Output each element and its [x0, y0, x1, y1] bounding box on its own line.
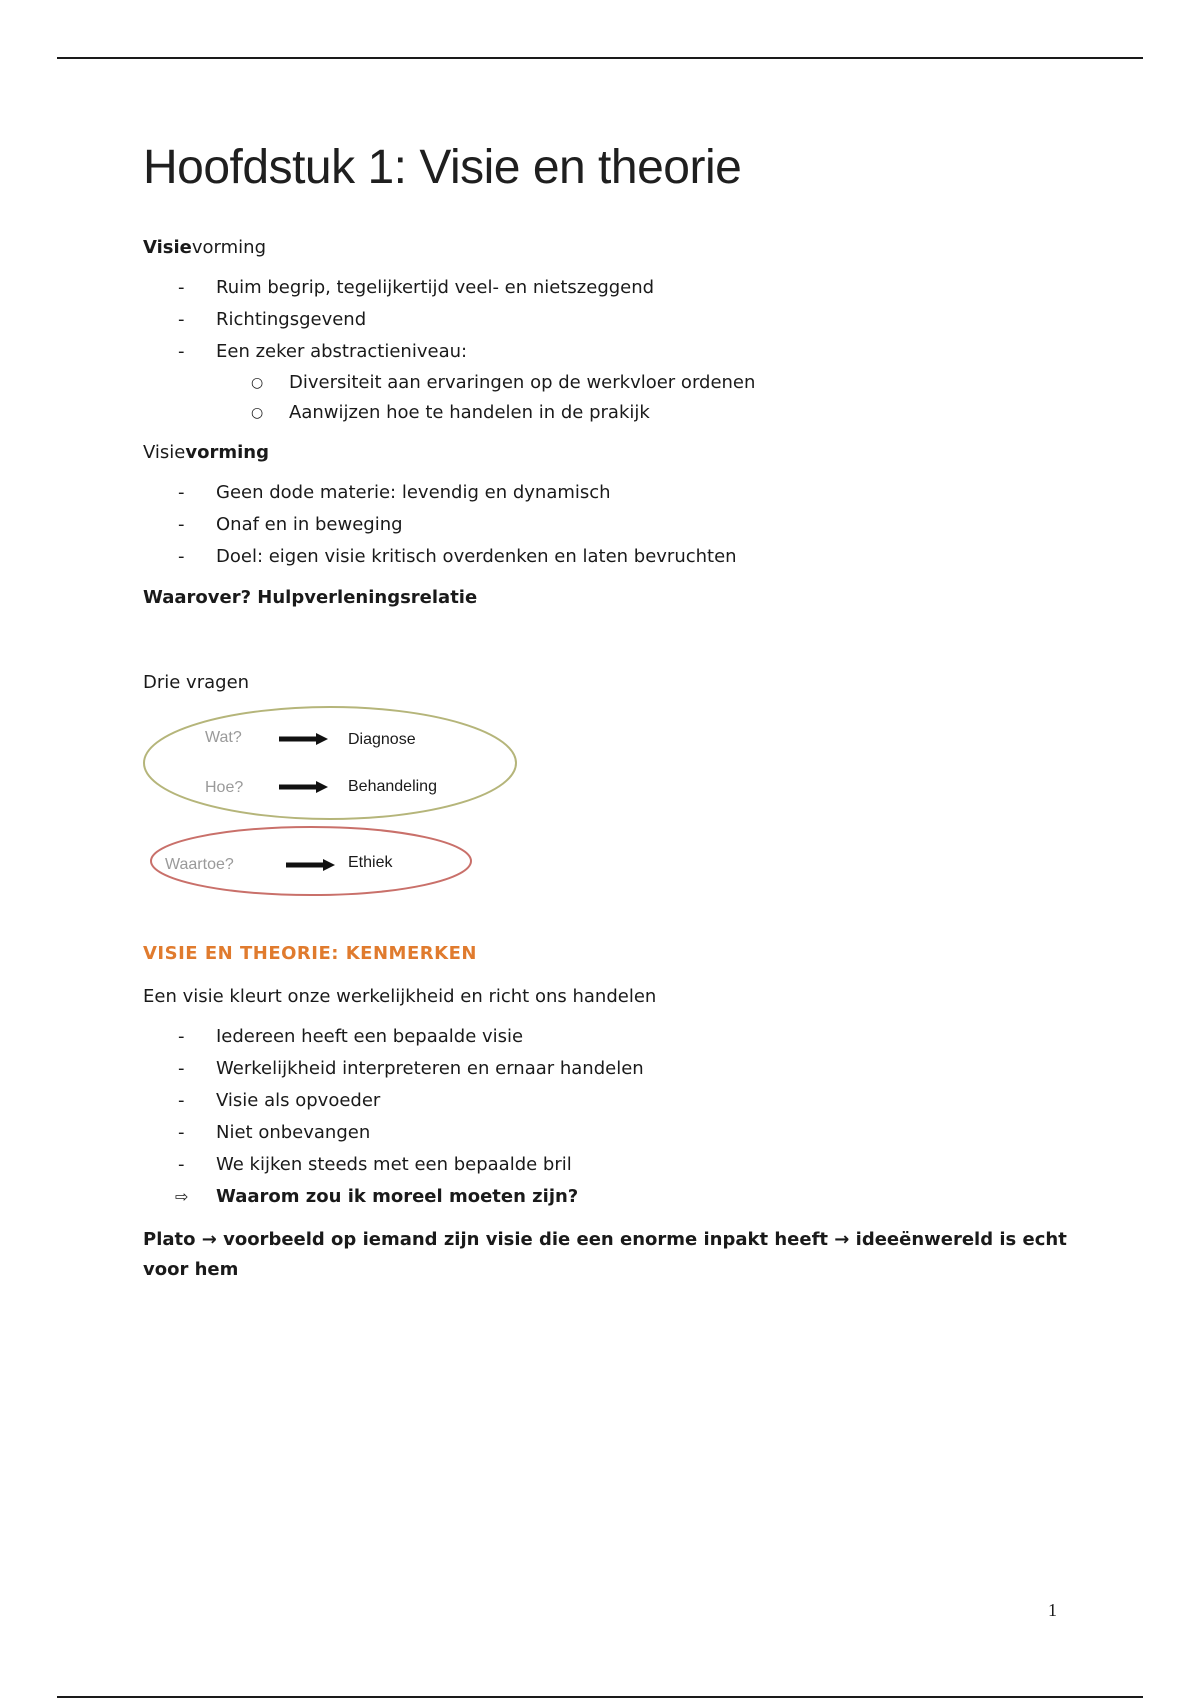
plato-paragraph: Plato → voorbeeld op iemand zijn visie die een enorme inpakt heeft → ideeënwereld is echt voor hem — [143, 1229, 1067, 1280]
right-arrow-icon: ⇨ — [175, 1187, 189, 1206]
page-title: Hoofdstuk 1: Visie en theorie — [143, 141, 742, 194]
arrow-icon — [279, 781, 328, 793]
kenmerken-list — [143, 1021, 1083, 1181]
list-item: - Werkelijkheid interpreteren en ernaar handelen — [143, 1053, 1083, 1085]
arrow-icon — [286, 859, 335, 871]
section-label-visievorming-1: Visievorming — [143, 237, 267, 258]
arrow-icon — [279, 733, 328, 745]
list-item: - Doel: eigen visie kritisch overdenken en laten bevruchten — [143, 541, 1083, 573]
page-content — [143, 140, 1083, 1285]
page-number: 1 — [1048, 1600, 1057, 1620]
answer-diagnose: Diagnose — [348, 731, 416, 748]
sublist-item: ○ Diversiteit aan ervaringen op de werkvloer ordenen — [143, 368, 1083, 398]
list-item: - Een zeker abstractieniveau: — [143, 336, 1083, 368]
section-label-visievorming-2: Visievorming — [143, 442, 269, 463]
top-rule — [57, 57, 1143, 59]
question-wat: Wat? — [205, 729, 242, 746]
waarover-heading: Waarover? Hulpverleningsrelatie — [143, 587, 478, 608]
kenmerken-intro: Een visie kleurt onze werkelijkheid en richt ons handelen — [143, 986, 657, 1007]
drie-vragen-label: Drie vragen — [143, 672, 250, 693]
visievorming-list-1 — [143, 272, 1083, 368]
moral-question-text: Waarom zou ik moreel moeten zijn? — [216, 1186, 579, 1207]
list-item: - Geen dode materie: levendig en dynamisch — [143, 477, 1083, 509]
list-item: - Niet onbevangen — [143, 1117, 1083, 1149]
sublist-item: ○ Aanwijzen hoe te handelen in de prakijk — [143, 398, 1083, 428]
question-waartoe: Waartoe? — [165, 856, 234, 873]
list-item: - Visie als opvoeder — [143, 1085, 1083, 1117]
list-item: - We kijken steeds met een bepaalde bril — [143, 1149, 1083, 1181]
list-item: - Richtingsgevend — [143, 304, 1083, 336]
list-item: - Iedereen heeft een bepaalde visie — [143, 1021, 1083, 1053]
answer-ethiek: Ethiek — [348, 854, 393, 871]
moral-question-item — [143, 1181, 1083, 1213]
top-ellipse — [144, 707, 516, 819]
bottom-rule — [57, 1696, 1143, 1698]
answer-behandeling: Behandeling — [348, 778, 437, 795]
question-hoe: Hoe? — [205, 779, 244, 796]
three-questions-diagram — [143, 701, 523, 901]
list-item: - Ruim begrip, tegelijkertijd veel- en nietszeggend — [143, 272, 1083, 304]
visievorming-list-2 — [143, 477, 1083, 573]
list-item: - Onaf en in beweging — [143, 509, 1083, 541]
abstraction-sublist — [143, 368, 1083, 428]
kenmerken-heading: VISIE EN THEORIE: KENMERKEN — [143, 943, 477, 964]
